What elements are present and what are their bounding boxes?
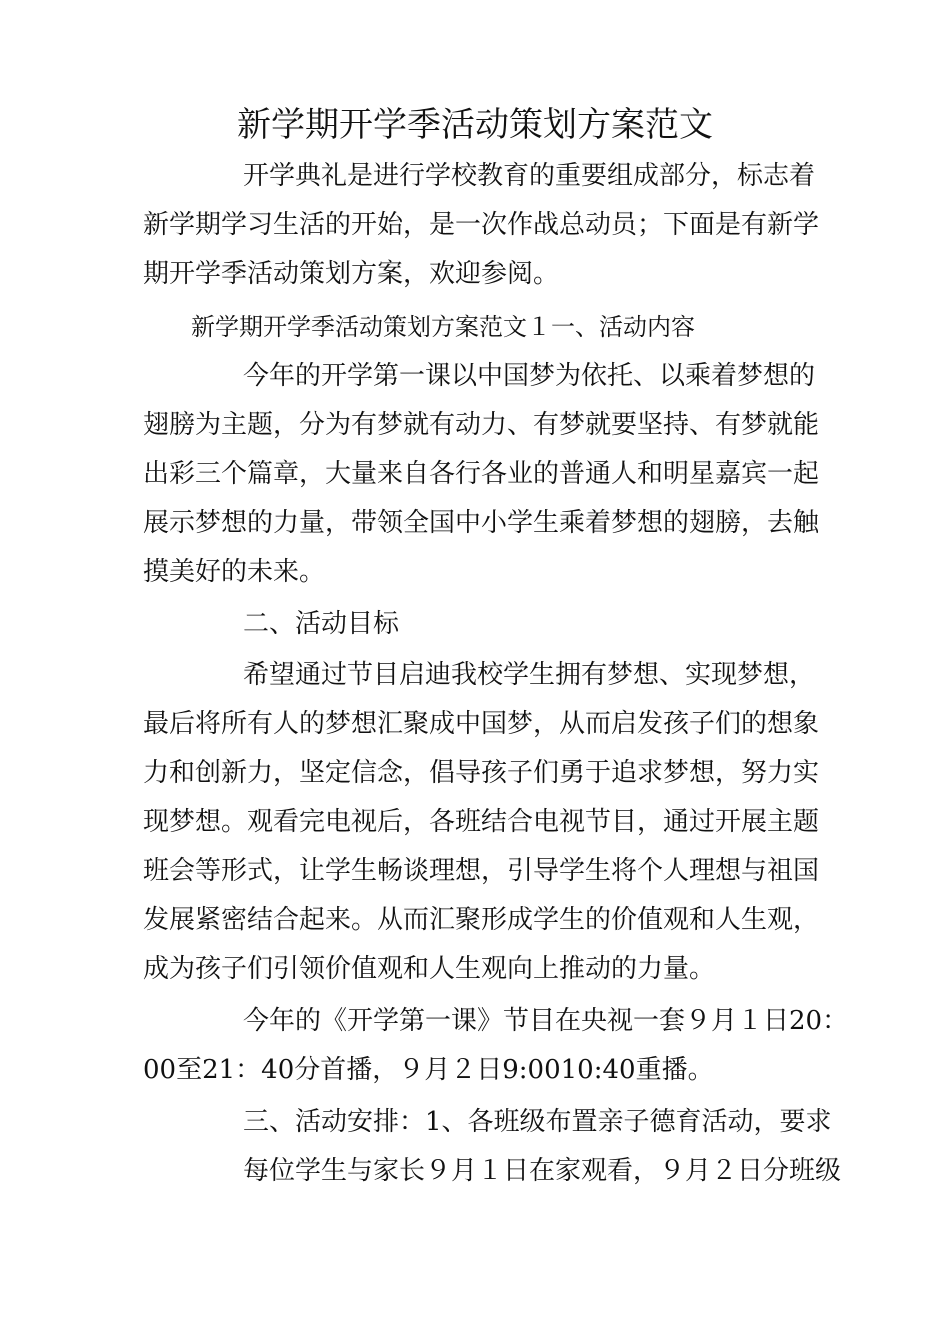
paragraph-line: 力和创新力，坚定信念，倡导孩子们勇于追求梦想，努力实 bbox=[143, 758, 820, 788]
paragraph-line: 翅膀为主题，分为有梦就有动力、有梦就要坚持、有梦就能 bbox=[143, 410, 820, 440]
paragraph-line: 展示梦想的力量，带领全国中小学生乘着梦想的翅膀，去触 bbox=[143, 508, 820, 538]
paragraph-line: 希望通过节目启迪我校学生拥有梦想、实现梦想， bbox=[243, 660, 816, 690]
paragraph-line: 出彩三个篇章，大量来自各行各业的普通人和明星嘉宾一起 bbox=[143, 459, 820, 489]
paragraph-line: 成为孩子们引领价值观和人生观向上推动的力量。 bbox=[143, 954, 716, 984]
paragraph-line: 新学期学习生活的开始，是一次作战总动员；下面是有新学 bbox=[143, 210, 820, 240]
paragraph-line: 发展紧密结合起来。从而汇聚形成学生的价值观和人生观， bbox=[143, 905, 820, 935]
paragraph-line: 班会等形式，让学生畅谈理想，引导学生将个人理想与祖国 bbox=[143, 856, 820, 886]
paragraph-line: 期开学季活动策划方案，欢迎参阅。 bbox=[143, 259, 560, 289]
document-title: 新学期开学季活动策划方案范文 bbox=[237, 105, 713, 145]
paragraph-line: 最后将所有人的梦想汇聚成中国梦，从而启发孩子们的想象 bbox=[143, 709, 820, 739]
section-heading: 三、活动安排：1、各班级布置亲子德育活动，要求 bbox=[243, 1107, 832, 1137]
paragraph-line: 每位学生与家长９月１日在家观看，９月２日分班级 bbox=[243, 1156, 842, 1186]
section-heading: 二、活动目标 bbox=[243, 609, 400, 639]
section-heading: 新学期开学季活动策划方案范文１一、活动内容 bbox=[191, 313, 695, 341]
paragraph-line: 摸美好的未来。 bbox=[143, 557, 326, 587]
paragraph-line: 开学典礼是进行学校教育的重要组成部分，标志着 bbox=[243, 161, 816, 191]
paragraph-line: 今年的《开学第一课》节目在央视一套９月１日20： bbox=[243, 1006, 849, 1036]
paragraph-line: 00至21：40分首播，９月２日9:0010:40重播。 bbox=[143, 1055, 714, 1085]
paragraph-line: 现梦想。观看完电视后，各班结合电视节目，通过开展主题 bbox=[143, 807, 820, 837]
paragraph-line: 今年的开学第一课以中国梦为依托、以乘着梦想的 bbox=[243, 361, 816, 391]
